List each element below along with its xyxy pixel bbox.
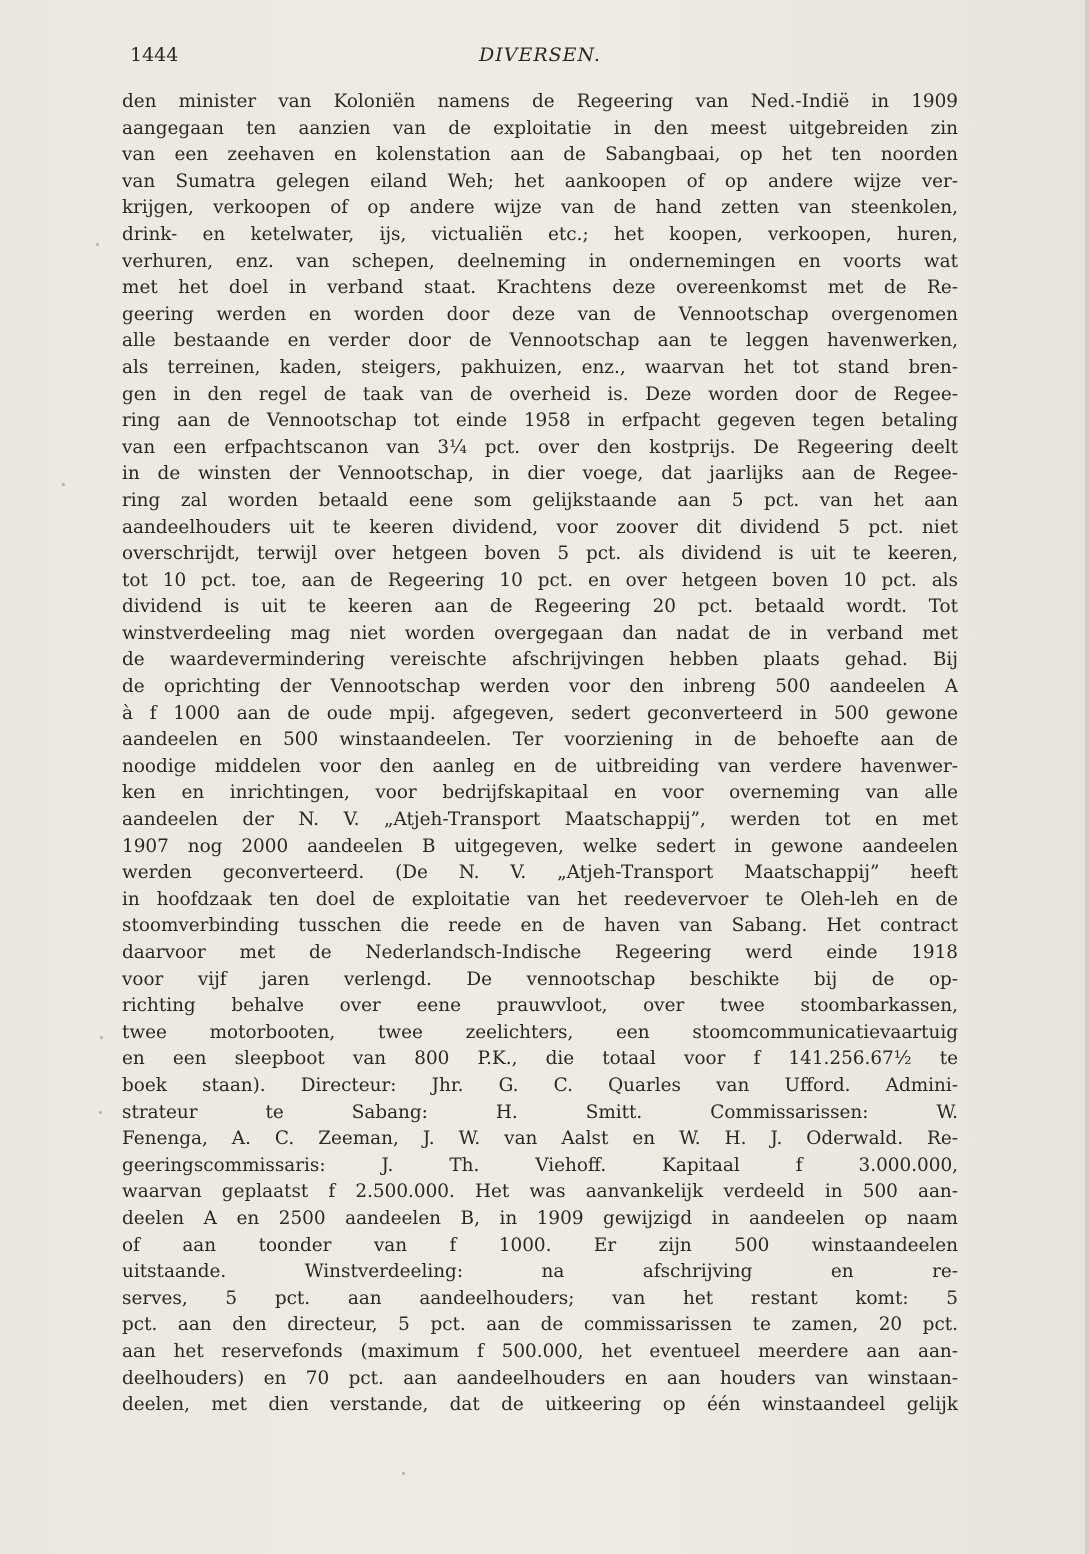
text-line: alle bestaande en verder door de Vennootschap aan te leggen havenwerken, xyxy=(122,330,958,352)
text-line: geeringscommissaris: J. Th. Viehoff. Kapitaal f 3.000.000, xyxy=(122,1154,958,1176)
text-line: verhuren, enz. van schepen, deelneming in ondernemingen en voorts wat xyxy=(122,250,958,272)
text-line: pct. aan den directeur, 5 pct. aan de commissarissen te zamen, 20 pct. xyxy=(122,1314,958,1336)
text-line: en een sleepboot van 800 P.K., die totaal voor f 141.256.67½ te xyxy=(122,1048,958,1070)
text-line: als terreinen, kaden, steigers, pakhuizen, enz., waarvan het tot stand bren- xyxy=(122,356,958,378)
text-line: 1907 nog 2000 aandeelen B uitgegeven, welke sedert in gewone aandeelen xyxy=(122,835,958,857)
text-line: winstverdeeling mag niet worden overgegaan dan nadat de in verband met xyxy=(122,622,958,644)
text-line: ring aan de Vennootschap tot einde 1958 in erfpacht gegeven tegen betaling xyxy=(122,410,958,432)
text-line: geering werden en worden door deze van de Vennootschap overgenomen xyxy=(122,303,958,325)
text-line: deelhouders) en 70 pct. aan aandeelhouders en aan houders van winstaan- xyxy=(122,1367,958,1389)
paper-speck xyxy=(62,483,65,486)
text-line: den minister van Koloniën namens de Regeering van Ned.-Indië in 1909 xyxy=(122,91,958,112)
paper-speck xyxy=(100,1036,103,1039)
page-edge-shadow xyxy=(1085,0,1089,1554)
text-line: dividend is uit te keeren aan de Regeering 20 pct. betaald wordt. Tot xyxy=(122,596,958,618)
text-line: drink- en ketelwater, ijs, victualiën etc.; het koopen, verkoopen, huren, xyxy=(122,223,958,245)
text-line: ken en inrichtingen, voor bedrijfskapitaal en voor overneming van alle xyxy=(122,782,958,804)
text-line: tot 10 pct. toe, aan de Regeering 10 pct. en over hetgeen boven 10 pct. als xyxy=(122,569,958,591)
body-text xyxy=(122,89,958,1419)
text-line: aandeelhouders uit te keeren dividend, voor zoover dit dividend 5 pct. niet xyxy=(122,516,958,538)
text-line: werden geconverteerd. (De N. V. „Atjeh-Transport Maatschappij” heeft xyxy=(122,862,958,884)
text-line: van een erfpachtscanon van 3¼ pct. over den kostprijs. De Regeering deelt xyxy=(122,436,958,458)
text-line: stoomverbinding tusschen die reede en de haven van Sabang. Het contract xyxy=(122,915,958,937)
text-line: in hoofdzaak ten doel de exploitatie van het reedevervoer te Oleh-leh en de xyxy=(122,888,958,910)
text-line: daarvoor met de Nederlandsch-Indische Regeering werd einde 1918 xyxy=(122,942,958,963)
text-line: noodige middelen voor den aanleg en de uitbreiding van verdere havenwer- xyxy=(122,755,958,777)
text-line: aandeelen en 500 winstaandeelen. Ter voorziening in de behoefte aan de xyxy=(122,729,958,751)
text-line: voor vijf jaren verlengd. De vennootschap beschikte bij de op- xyxy=(122,968,958,990)
text-line: deelen, met dien verstande, dat de uitkeering op één winstaandeel gelijk xyxy=(122,1394,958,1416)
text-line: boek staan). Directeur: Jhr. G. C. Quarles van Ufford. Admini- xyxy=(122,1074,958,1096)
text-line: de waardevermindering vereischte afschrijvingen hebben plaats gehad. Bij xyxy=(122,649,958,671)
text-line: krijgen, verkoopen of op andere wijze van de hand zetten van steenkolen, xyxy=(122,197,958,219)
text-line: overschrijdt, terwijl over hetgeen boven 5 pct. als dividend is uit te keeren, xyxy=(122,543,958,565)
text-line: in de winsten der Vennootschap, in dier voege, dat jaarlijks aan de Regee- xyxy=(122,463,958,485)
text-line: gen in den regel de taak van de overheid is. Deze worden door de Regee- xyxy=(122,383,958,405)
text-line: waarvan geplaatst f 2.500.000. Het was aanvankelijk verdeeld in 500 aan- xyxy=(122,1181,958,1203)
text-line: aandeelen der N. V. „Atjeh-Transport Maatschappij”, werden tot en met xyxy=(122,809,958,831)
text-line: à f 1000 aan de oude mpij. afgegeven, sedert geconverteerd in 500 gewone xyxy=(122,702,958,724)
paper-speck xyxy=(96,243,99,246)
paper-speck xyxy=(99,1111,102,1114)
text-line: Fenenga, A. C. Zeeman, J. W. van Aalst en W. H. J. Oderwald. Re- xyxy=(122,1128,958,1150)
text-line: serves, 5 pct. aan aandeelhouders; van het restant komt: 5 xyxy=(122,1287,958,1309)
text-line: richting behalve over eene prauwvloot, over twee stoombarkassen, xyxy=(122,995,958,1017)
text-line: uitstaande. Winstverdeeling: na afschrijving en re- xyxy=(122,1261,958,1283)
text-line: strateur te Sabang: H. Smitt. Commissarissen: W. xyxy=(122,1101,958,1123)
paper-speck xyxy=(402,1472,405,1475)
page-header xyxy=(122,44,958,74)
text-line: deelen A en 2500 aandeelen B, in 1909 gewijzigd in aandeelen op naam xyxy=(122,1207,958,1229)
text-line: van een zeehaven en kolenstation aan de Sabangbaai, op het ten noorden xyxy=(122,144,958,166)
text-line: de oprichting der Vennootschap werden voor den inbreng 500 aandeelen A xyxy=(122,676,958,698)
text-line: van Sumatra gelegen eiland Weh; het aankoopen of op andere wijze ver- xyxy=(122,170,958,192)
running-title: DIVERSEN. xyxy=(479,44,601,66)
text-line: ring zal worden betaald eene som gelijkstaande aan 5 pct. van het aan xyxy=(122,489,958,511)
text-line: of aan toonder van f 1000. Er zijn 500 winstaandeelen xyxy=(122,1234,958,1256)
text-line: aangegaan ten aanzien van de exploitatie in den meest uitgebreiden zin xyxy=(122,117,958,139)
text-line: met het doel in verband staat. Krachtens deze overeenkomst met de Re- xyxy=(122,277,958,299)
text-line: aan het reservefonds (maximum f 500.000, het eventueel meerdere aan aan- xyxy=(122,1340,958,1362)
page-number: 1444 xyxy=(130,44,179,66)
text-line: twee motorbooten, twee zeelichters, een stoomcommunicatievaartuig xyxy=(122,1021,958,1043)
